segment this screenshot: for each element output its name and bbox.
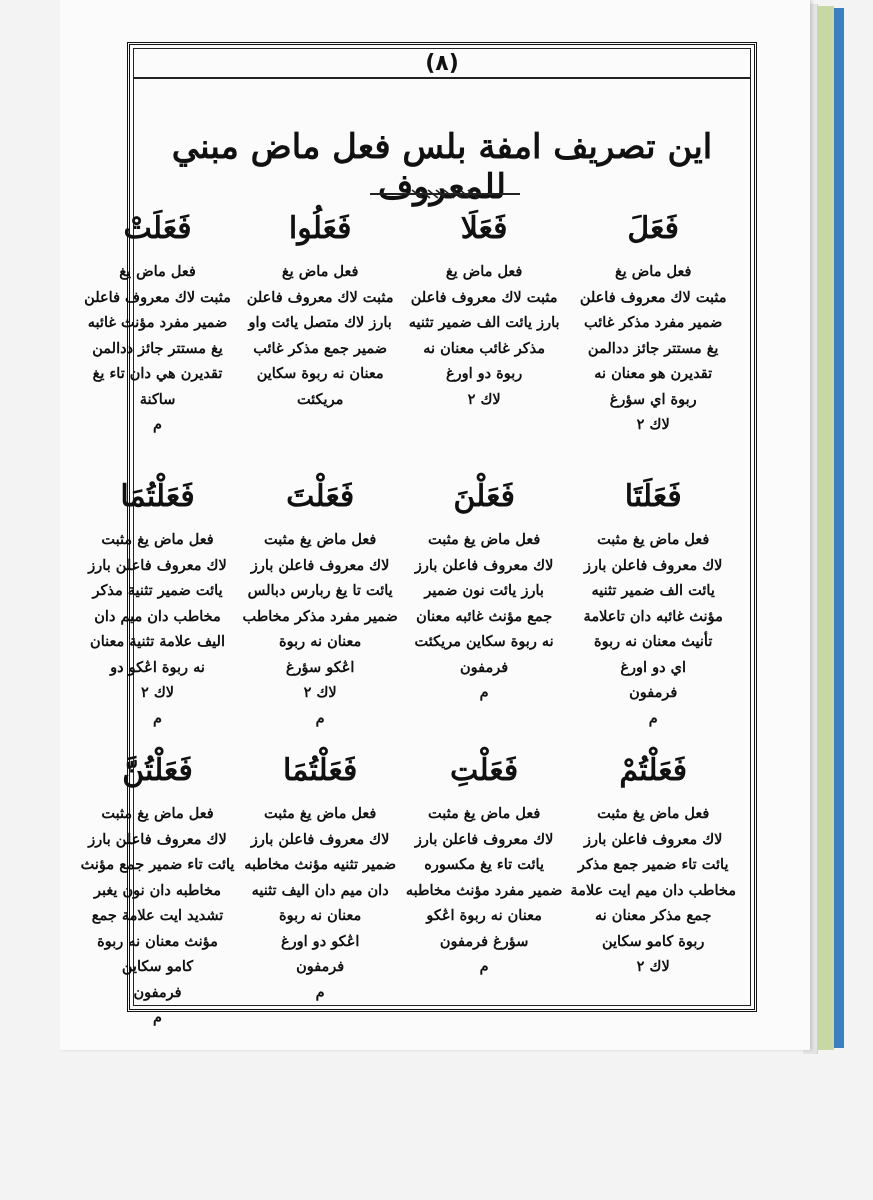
explanation-line: فعل ماض يغ مثبت — [101, 805, 214, 822]
conjugation-cell — [570, 209, 736, 467]
explanation-line: م — [315, 983, 325, 1001]
explanation-line: فعل ماض يغ مثبت — [597, 531, 710, 548]
verb-form: فَعَلَتَا — [624, 479, 682, 514]
explanation-line: معنان نه ربوة سكاين — [256, 365, 384, 382]
page-number: (٨) — [425, 50, 459, 76]
explanation-line: كامو سكاين — [121, 958, 194, 975]
explanation-line: تأنيث معنان نه ربوة — [594, 633, 713, 650]
verb-form: فَعَلَا — [460, 211, 508, 246]
explanation-line: يغ مستتر جائز ددالمن — [92, 339, 223, 357]
title-ornament — [370, 187, 520, 201]
conjugation-cell — [242, 477, 397, 741]
explanation-line: لاك ٢ — [303, 684, 337, 701]
book-page — [60, 0, 810, 1050]
conjugation-cell — [242, 751, 397, 1021]
explanation-line: ربوة اي سؤرغ — [609, 390, 697, 408]
page-frame-inner — [80, 48, 751, 1026]
explanation-line: بارز يائت الف ضمير تثنيه — [408, 314, 560, 331]
explanation-line: يائت تاء يغ مكسوره — [424, 856, 544, 873]
explanation-line: مريكئت — [296, 390, 344, 408]
explanation-line: اليف علامة تثنية معنان — [90, 633, 226, 650]
explanation-line: فرمفون — [133, 983, 182, 1001]
explanation-line: تقديرن هو معنان نه — [594, 365, 713, 382]
explanation-line: مؤنث غائبه دان تاعلامة — [583, 607, 723, 625]
explanation-line: فعل ماض يغ مثبت — [427, 805, 541, 822]
conjugation-cell — [406, 751, 563, 1021]
explanation-line: اڠكو سؤرغ — [285, 658, 355, 676]
explanation-line: فرمفون — [460, 658, 509, 676]
explanation-line: بارز لاك متصل يائت واو — [248, 314, 392, 331]
explanation-line: فعل ماض يغ — [445, 263, 523, 280]
conjugation-cell — [242, 209, 397, 467]
explanation-line: م — [153, 1009, 163, 1026]
explanation-line: نه ربوة اڠكو دو — [110, 658, 205, 676]
page-frame — [80, 42, 757, 1026]
explanation-line: تشديد ايت علامة جمع — [91, 907, 224, 924]
explanation-line: لاك معروف فاعلن بارز — [250, 556, 390, 574]
explanation-line: فعل ماض يغ — [119, 263, 196, 280]
explanation-line: ضمير تثنيه مؤنث مخاطبه — [244, 856, 397, 873]
explanation-line: اڠكو دو اورغ — [280, 932, 360, 950]
verb-form: فَعَلَ — [627, 211, 679, 246]
explanation-line: يغ مستتر جائز ددالمن — [587, 339, 719, 357]
conjugation-cell — [570, 477, 736, 741]
verb-form: فَعَلْتُنَّ — [122, 753, 193, 788]
explanation-line: م — [648, 709, 658, 727]
explanation-line: فعل ماض يغ — [614, 263, 692, 280]
explanation-line: مثبت لاك معروف فاعلن — [579, 288, 727, 306]
explanation-line: لاك ٢ — [467, 390, 501, 408]
explanation-line: ساكنة — [139, 390, 176, 408]
explanation-line: لاك معروف فاعلن بارز — [88, 830, 227, 848]
conjugation-cell — [406, 477, 563, 741]
explanation-line: فعل ماض يغ — [281, 263, 359, 280]
explanation-line: م — [315, 709, 325, 727]
explanation-line: لاك معروف فاعلن بارز — [414, 830, 554, 848]
explanation-line: معنان نه ربوة اڠكو — [426, 907, 542, 924]
explanation-line: مثبت لاك معروف فاعلن — [410, 288, 558, 306]
explanation-line: لاك معروف فاعلن بارز — [250, 830, 390, 848]
conjugation-cell — [570, 751, 736, 1021]
explanation-line: لاك معروف فاعلن بارز — [414, 556, 554, 574]
explanation-line: مخاطب دان ميم دان — [94, 607, 221, 625]
explanation-line: جمع مذكر معنان نه — [594, 907, 712, 924]
conjugation-cell — [81, 477, 235, 741]
explanation-line: لاك معروف فاعلن بارز — [583, 830, 723, 848]
verb-form: فَعَلْنَ — [453, 479, 515, 514]
explanation-line: فعل ماض يغ مثبت — [427, 531, 541, 548]
conjugation-cell — [406, 209, 563, 467]
conjugation-cell — [80, 751, 235, 1026]
explanation-line: تقديرن هي دان تاء يغ — [92, 365, 223, 382]
explanation-line: ضمير مفرد مؤنث مخاطبه — [405, 881, 563, 899]
explanation-line: ربوة كامو سكاين — [601, 932, 705, 950]
explanation-line: فعل ماض يغ مثبت — [264, 805, 377, 822]
explanation-line: يائت تا يغ ربارس دبالس — [247, 582, 393, 599]
explanation-line: ضمير مفرد مذكر مخاطب — [242, 607, 398, 625]
verb-form: فَعَلْتَ — [286, 479, 355, 514]
verb-form: فَعَلَتْ — [123, 211, 192, 246]
explanation-line: لاك ٢ — [636, 958, 670, 975]
explanation-line: مخاطبه دان نون يغبر — [93, 881, 222, 899]
explanation-line: جمع مؤنث غائبه معنان — [416, 607, 553, 625]
explanation-line: يائت الف ضمير تثنيه — [591, 582, 715, 599]
page-title: اين تصريف امفة بلس فعل ماض مبني للمعروف — [171, 127, 713, 207]
explanation-line: ضمير مفرد مؤنث غائبه — [87, 314, 228, 331]
verb-form: فَعَلُوا — [288, 211, 352, 246]
explanation-line: لاك ٢ — [141, 684, 175, 701]
explanation-line: ضمير مفرد مذكر غائب — [584, 314, 723, 331]
explanation-line: بارز يائت نون ضمير — [424, 582, 544, 599]
explanation-line: اي دو اورغ — [620, 658, 687, 676]
verb-form: فَعَلْتِ — [450, 753, 519, 788]
conjugation-grid — [80, 209, 736, 1026]
explanation-line: فرمفون — [629, 684, 678, 701]
explanation-line: ربوة دو اورغ — [445, 365, 523, 382]
explanation-line: يائت تاء ضمير جمع مؤنث — [80, 856, 235, 873]
explanation-line: م — [479, 958, 489, 975]
explanation-line: فعل ماض يغ مثبت — [101, 531, 214, 548]
explanation-line: مثبت لاك معروف فاعلن — [84, 288, 231, 306]
explanation-line: لاك ٢ — [636, 416, 670, 433]
explanation-line: معنان نه ربوة — [279, 907, 362, 924]
explanation-line: فرمفون — [296, 958, 345, 975]
explanation-line: فعل ماض يغ مثبت — [264, 531, 377, 548]
page-header — [134, 49, 750, 79]
explanation-line: لاك معروف فاعلن بارز — [583, 556, 723, 574]
explanation-line: معنان نه ربوة — [279, 633, 362, 650]
conjugation-cell — [81, 209, 235, 467]
explanation-line: يائت تاء ضمير جمع مذكر — [577, 856, 729, 873]
explanation-line: دان ميم دان اليف تثنيه — [251, 881, 389, 899]
explanation-line: ضمير جمع مذكر غائب — [253, 339, 388, 357]
explanation-line: سؤرغ فرمفون — [439, 932, 529, 950]
verb-form: فَعَلْتُمَا — [283, 753, 358, 788]
explanation-line: م — [153, 416, 163, 433]
explanation-line: م — [153, 709, 163, 727]
explanation-line: فعل ماض يغ مثبت — [597, 805, 710, 822]
explanation-line: لاك معروف فاعلن بارز — [88, 556, 227, 574]
explanation-line: يائت ضمير تثنية مذكر — [92, 582, 223, 599]
explanation-line: مذكر غائب معنان نه — [423, 339, 545, 357]
explanation-line: نه ربوة سكاين مريكئت — [414, 633, 554, 650]
verb-form: فَعَلْتُمَا — [120, 479, 195, 514]
verb-form: فَعَلْتُمْ — [619, 753, 688, 788]
explanation-line: مخاطب دان ميم ايت علامة — [570, 881, 736, 899]
explanation-line: م — [479, 684, 489, 701]
explanation-line: مؤنث معنان نه ربوة — [97, 932, 218, 950]
explanation-line: مثبت لاك معروف فاعلن — [246, 288, 394, 306]
